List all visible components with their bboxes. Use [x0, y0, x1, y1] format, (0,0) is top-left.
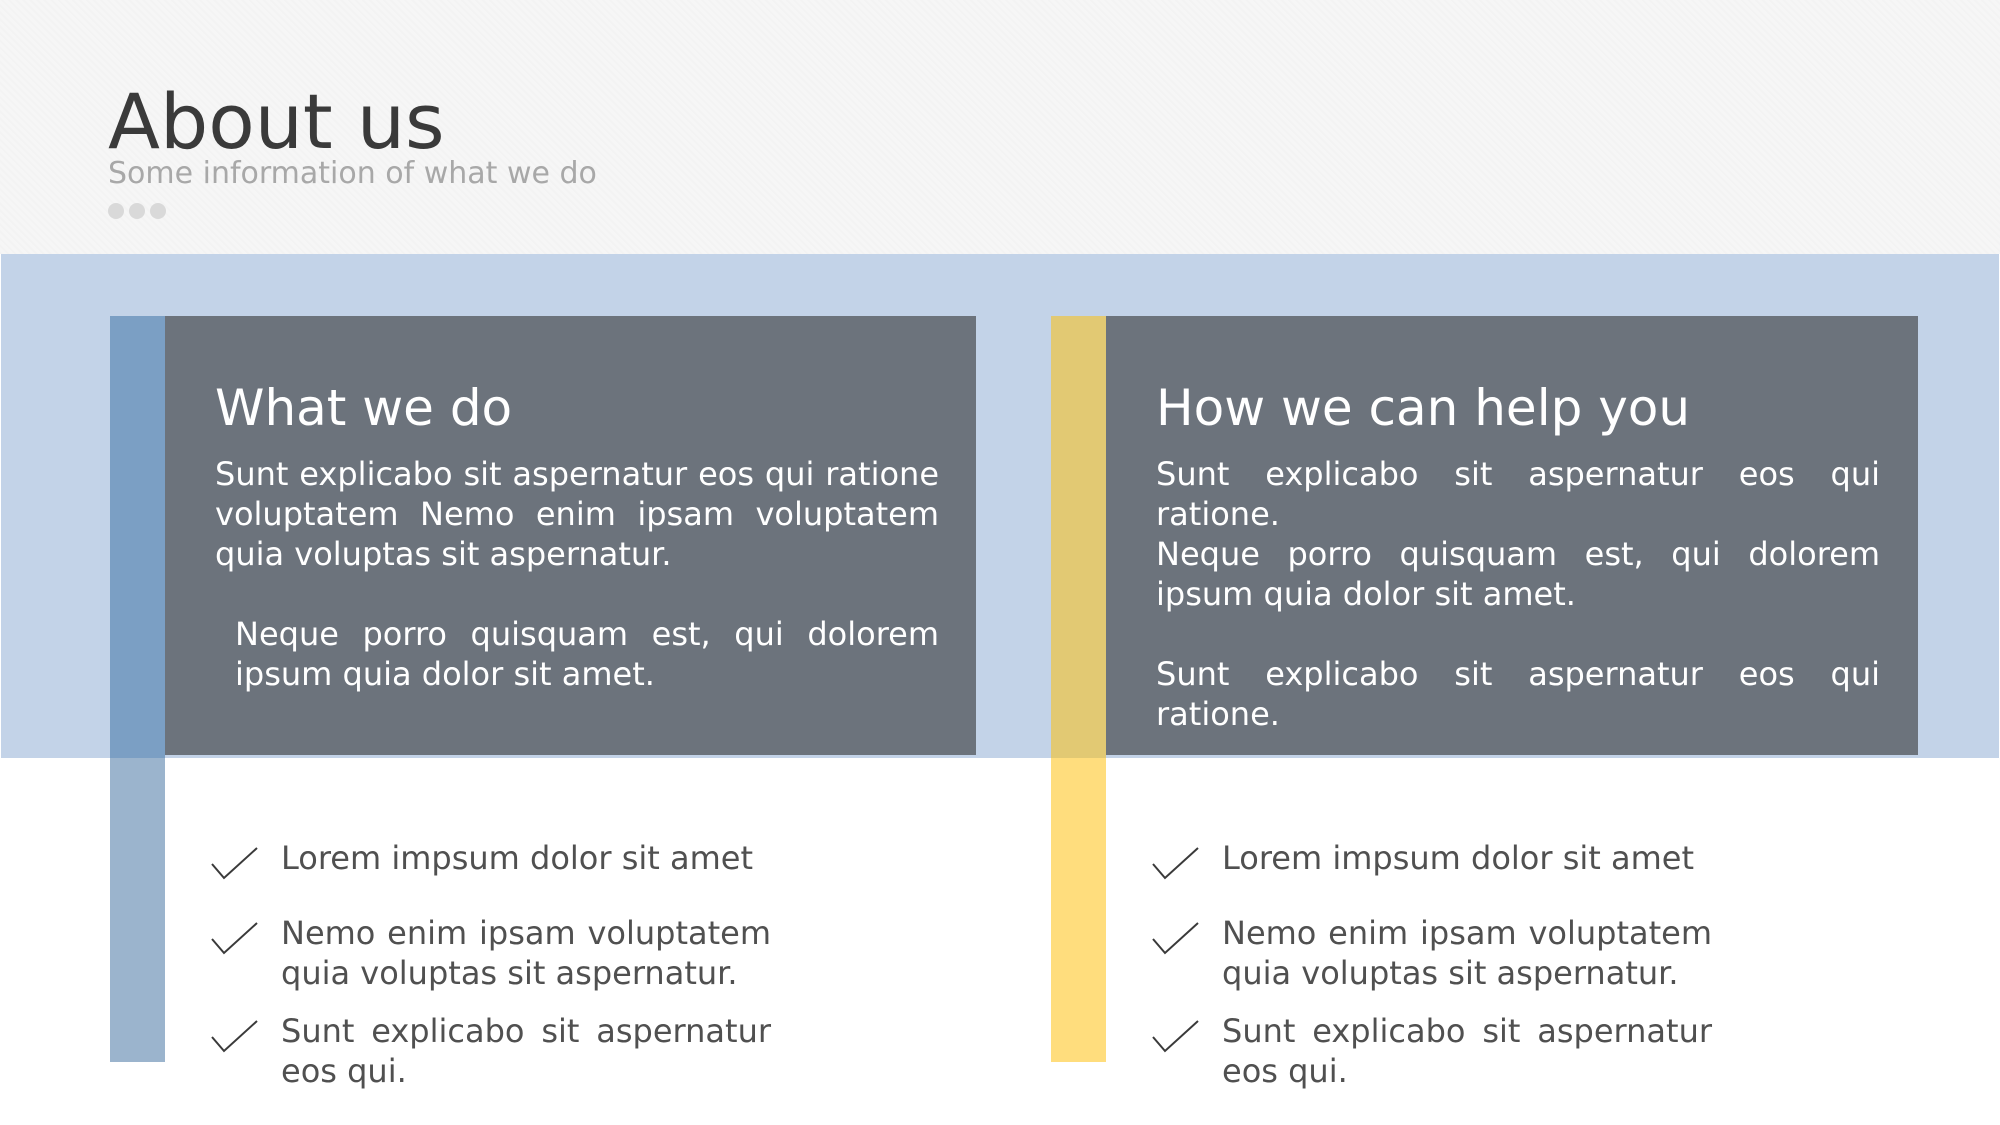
list-item: [1152, 1011, 1712, 1091]
check-icon: [1152, 921, 1200, 957]
dot-icon: [150, 203, 166, 219]
left-accent-bar: [110, 316, 165, 1062]
list-item-text: Nemo enim ipsam voluptatem quia voluptas sit aspernatur.: [1222, 914, 1712, 992]
list-item: [211, 913, 771, 993]
left-accent-bar-top: [110, 316, 165, 758]
pagination-dots: [108, 203, 166, 219]
list-item: [211, 1011, 771, 1091]
list-item: [211, 838, 771, 878]
list-item: [1152, 913, 1712, 993]
right-checklist: [1152, 838, 1712, 1091]
check-icon: [211, 1019, 259, 1055]
card-paragraph: Neque porro quisquam est, qui dolorem ipsum quia dolor sit amet.: [235, 615, 939, 693]
right-accent-bar-top: [1051, 316, 1106, 758]
how-we-help-card: [1106, 316, 1918, 755]
what-we-do-card: [165, 316, 976, 755]
list-item-text: Nemo enim ipsam voluptatem quia voluptas sit aspernatur.: [281, 914, 771, 992]
check-icon: [211, 846, 259, 882]
check-icon: [1152, 846, 1200, 882]
card-body: [215, 454, 939, 694]
card-body: [1156, 454, 1880, 734]
check-icon: [211, 921, 259, 957]
list-item-text: Lorem impsum dolor sit amet: [281, 839, 753, 877]
card-paragraph: Sunt explicabo sit aspernatur eos qui ratione.: [1156, 455, 1880, 533]
page-subtitle: Some information of what we do: [108, 156, 597, 191]
card-title: What we do: [215, 379, 513, 437]
list-item-text: Sunt explicabo sit aspernatur eos qui.: [281, 1012, 771, 1090]
dot-icon: [129, 203, 145, 219]
card-paragraph: Sunt explicabo sit aspernatur eos qui ratione.: [1156, 655, 1880, 733]
dot-icon: [108, 203, 124, 219]
list-item: [1152, 838, 1712, 878]
page-title: About us: [108, 77, 445, 166]
list-item-text: Lorem impsum dolor sit amet: [1222, 839, 1694, 877]
right-accent-bar: [1051, 316, 1106, 1062]
list-item-text: Sunt explicabo sit aspernatur eos qui.: [1222, 1012, 1712, 1090]
right-accent-bar-bottom: [1051, 758, 1106, 1062]
card-paragraph: Neque porro quisquam est, qui dolorem ipsum quia dolor sit amet.: [1156, 535, 1880, 613]
card-title: How we can help you: [1156, 379, 1691, 437]
left-accent-bar-bottom: [110, 758, 165, 1062]
check-icon: [1152, 1019, 1200, 1055]
left-checklist: [211, 838, 771, 1091]
card-paragraph: Sunt explicabo sit aspernatur eos qui ratione voluptatem Nemo enim ipsam voluptatem quia voluptas sit aspernatur.: [215, 455, 939, 573]
